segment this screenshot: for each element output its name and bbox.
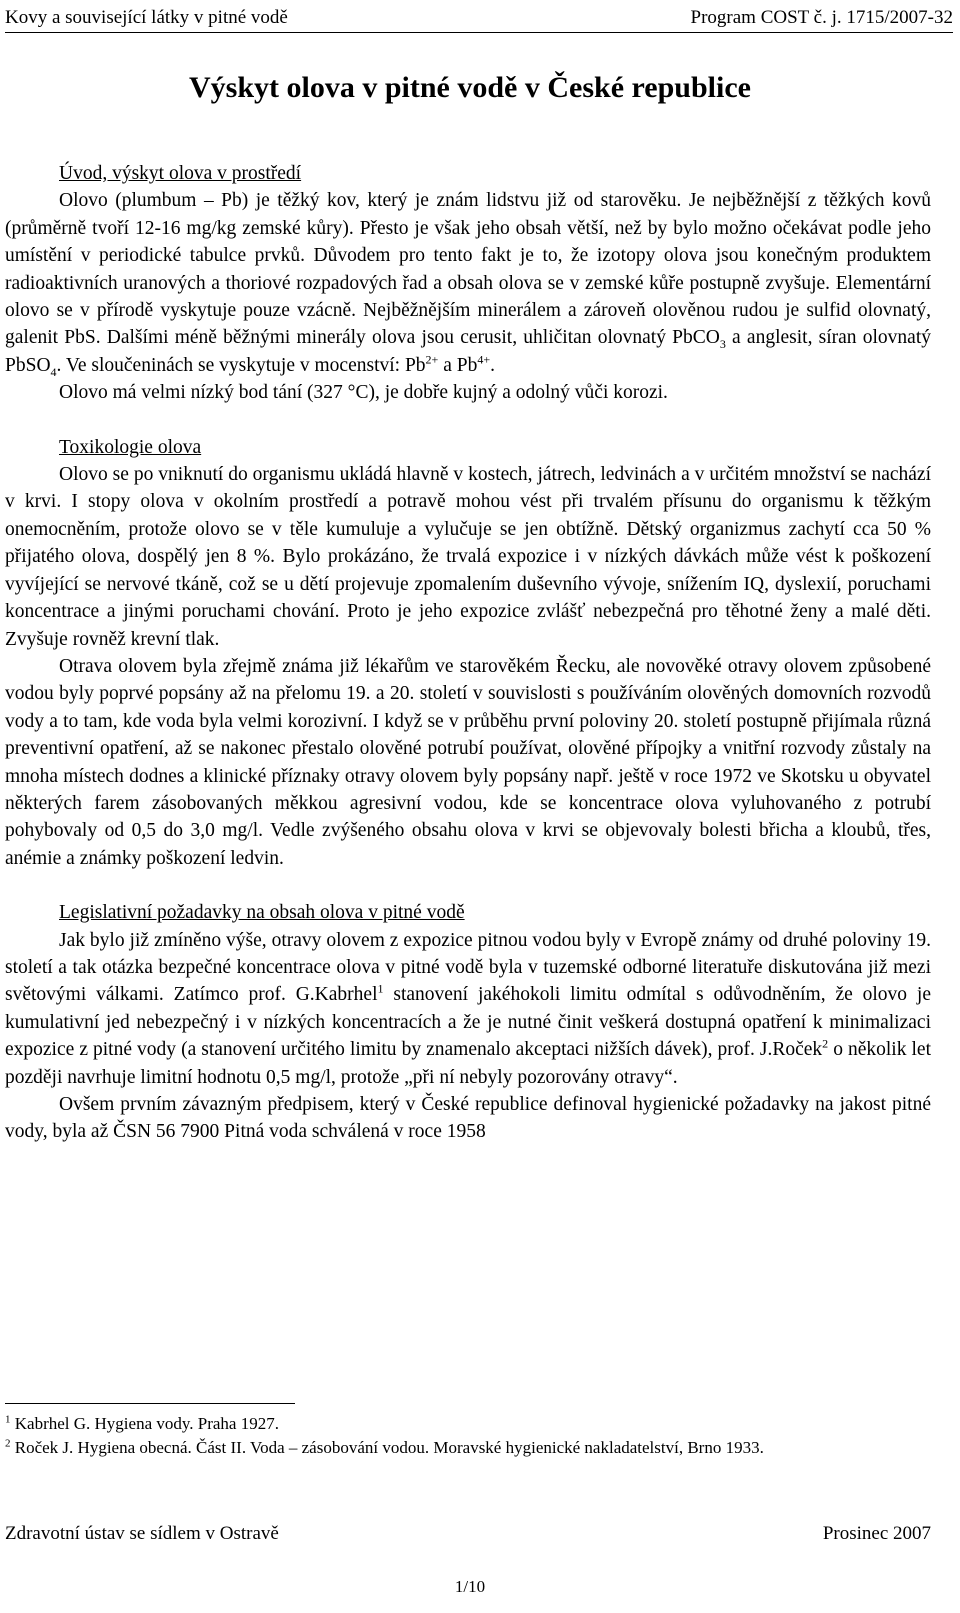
paragraph-intro-2: Olovo má velmi nízký bod tání (327 °C), je dobře kujný a odolný vůči korozi. [59, 382, 668, 404]
footer-left: Zdravotní ústav se sídlem v Ostravě [5, 1523, 279, 1544]
running-header [5, 4, 953, 33]
header-left: Kovy a související látky v pitné vodě [5, 7, 288, 28]
page-number: 1/10 [454, 1577, 486, 1596]
document-body [5, 160, 931, 1146]
paragraph-toxicology-2: Otrava olovem byla zřejmě známa již lékařům ve starověkém Řecku, ale novověké otravy olovem způsobené vodou byly poprvé popsány až na přelomu 19. a 20. století v souvislosti s používáním olověných domovních rozvodů vody a to tam, kde voda byla velmi korozivní. I když se v průběhu první poloviny 20. století postupně přijímala různá preventivní opatření, až se nakonec přestalo olověné potrubí používat, olověné přípojky a vnitřní rozvody zůstaly na mnoha místech dodnes a klinické příznaky otravy olovem byly popsány např. ještě v roce 1972 ve Skotsku u obyvatel některých farem zásobovaných měkkou agresivní vodou, kde se koncentrace olova vyluhovaného z potrubí pohybovaly od 0,5 do 3,0 mg/l. Vedle zvýšeného obsahu olova v krvi se objevovaly bolesti břicha a kloubů, třes, anémie a známky poškození ledvin. [5, 655, 931, 869]
footer-right: Prosinec 2007 [822, 1523, 931, 1544]
paragraph-legislation-1: Jak bylo již zmíněno výše, otravy olovem z expozice pitnou vodou byly v Evropě známy od druhé poloviny 19. století a tak otázka bezpečné koncentrace olova v pitné vodě byla v tuzemské odborné literatuře diskutována již mezi světovými válkami. Zatímco prof. G.Kabrhel$^1$ stanovení jakéhokoli limitu odmítal s odůvodněním, že olovo je kumulativní jed nebezpečný i v nízkých koncentracích a že je nutné činit veškerá dostupná opatření k minimalizaci expozice z pitné vody (a stanovení určitého limitu by znamenalo akceptaci nižších dávek), prof. J.Roček$^2$ o několik let později navrhuje limitní hodnotu 0,5 mg/l, protože „při ní nebyly pozorovány otravy“. [5, 929, 931, 1088]
document-title: Výskyt olova v pitné vodě v České republice [189, 71, 751, 104]
paragraph-legislation-2: Ovšem prvním závazným předpisem, který v České republice definoval hygienické požadavky na jakost pitné vody, byla až ČSN 56 7900 Pitná voda schválená v roce 1958 [5, 1094, 931, 1143]
footnote-2: $^2$ Roček J. Hygiena obecná. Část II. Voda – zásobování vodou. Moravské hygienické nakladatelství, Brno 1933. [5, 1437, 764, 1457]
footnote-ref-2[interactable]: 2 [822, 1036, 829, 1051]
paragraph-intro-1: Olovo (plumbum – Pb) je těžký kov, který je znám lidstvu již od starověku. Je nejběžnější z těžkých kovů (průměrně tvoří 12-16 mg/kg zemské kůry). Přesto je však jeho obsah větší, než by bylo možno očekávat podle jeho umístění v periodické tabulce prvků. Důvodem pro tento fakt je to, že izotopy olova jsou konečným produktem radioaktivních uranových a thoriové rozpadových řad a obsah olova se v zemské kůře postupně zvyšuje. Elementární olovo se v přírodě vyskytuje pouze vzácně. Nejběžnějším minerálem a zároveň olověnou rudou je sulfid olovnatý, galenit PbS. Dalšími méně běžnými minerály olova jsou cerusit, uhličitan olovnatý PbCO$_3$ a anglesit, síran olovnatý PbSO$_4$. Ve sloučeninách se vyskytuje v mocenství: $Pb^{2+}$ a $Pb^{4+}$. [5, 190, 931, 379]
paragraph-toxicology-1: Olovo se po vniknutí do organismu ukládá hlavně v kostech, játrech, ledvinách a v určitém množství se nachází v krvi. I stopy olova v okolním prostředí a potravě mohou vést při trvalém přísunu do organismu k těžkým onemocněním, protože olovo se v těle kumuluje a vylučuje se jen obtížně. Dětský organizmus zachytí cca 50 % přijatého olova, dospělý jen 8 %. Bylo prokázáno, že trvalá expozice i v nízkých dávkách může vést k poškození vyvíjející se nervové tkáně, což se u dětí projevuje zpomalením duševního vývoje, snížením IQ, dyslexií, poruchami koncentrace a jinými poruchami chování. Proto je jeho expozice zvlášť nebezpečná pro těhotné ženy a malé děti. Zvyšuje rovněž krevní tlak. [5, 464, 931, 650]
footnote-1: $^1$ Kabrhel G. Hygiena vody. Praha 1927. [5, 1413, 279, 1433]
section-heading-legislation: Legislativní požadavky na obsah olova v pitné vodě [59, 902, 465, 924]
footnote-ref-1[interactable]: 1 [377, 981, 384, 996]
section-heading-intro: Úvod, výskyt olova v prostředí [59, 163, 302, 184]
footnote-separator [5, 1403, 295, 1404]
section-heading-toxicology: Toxikologie olova [59, 436, 202, 458]
header-right: Program COST č. j. 1715/2007-32 [690, 7, 953, 28]
